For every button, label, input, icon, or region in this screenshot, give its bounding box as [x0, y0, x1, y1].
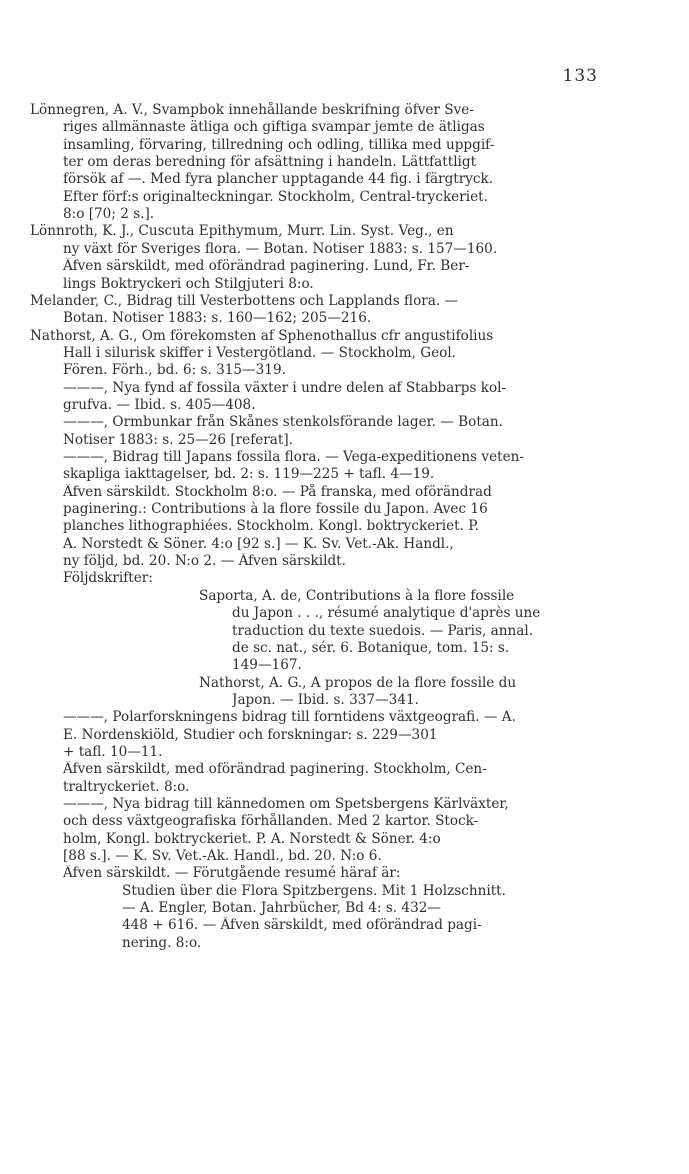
text-line: Äfven särskildt, med oförändrad paginering. Stockholm, Cen-	[63, 761, 487, 778]
text-line: [88 s.]. — K. Sv. Vet.-Ak. Handl., bd. 20. N:o 6.	[63, 848, 382, 865]
text-line: E. Nordenskiöld, Studier och forskningar: s. 229—301	[63, 726, 438, 743]
text-line: ———, Nya bidrag till kännedomen om Spetsbergens Kärlväxter,	[63, 796, 509, 812]
text-line: Nathorst, A. G., Om förekomsten af Sphenothallus cfr angustifolius	[30, 327, 494, 344]
text-line: och dess växtgeografiska förhållanden. Med 2 kartor. Stock-	[63, 813, 479, 830]
text-line: de sc. nat., sér. 6. Botanique, tom. 15: s.	[232, 639, 510, 656]
text-line: ———, Polarforskningens bidrag till forntidens växtgeografi. — A.	[63, 709, 516, 726]
text-line: Studien über die Flora Spitzbergens. Mit 1 Holzschnitt.	[122, 882, 506, 899]
text-line: Notiser 1883: s. 25—26 [referat].	[63, 431, 293, 448]
text-line: ny följd, bd. 20. N:o 2. — Äfven särskildt.	[63, 553, 346, 570]
text-line: nering. 8:o.	[122, 934, 202, 951]
text-line: Hall i silurisk skiffer i Vestergötland. — Stockholm, Geol.	[63, 344, 456, 361]
text-line: Japon. — Ibid. s. 337—341.	[232, 691, 419, 708]
text-line: Nathorst, A. G., A propos de la flore fossile du	[199, 674, 517, 691]
text-line: insamling, förvaring, tillredning och odling, tillika med uppgif-	[63, 136, 495, 153]
text-line: du Japon . . ., résumé analytique d'après une	[232, 605, 541, 622]
text-line: ———, Ormbunkar från Skånes stenkolsförande lager. — Botan.	[63, 414, 503, 431]
text-line: Lönnegren, A. V., Svampbok innehållande beskrifning öfver Sve-	[30, 102, 474, 118]
text-line: Följdskrifter:	[63, 570, 153, 587]
text-line: ———, Nya fynd af fossila växter i undre delen af Stabbarps kol-	[63, 379, 507, 396]
text-line: A. Norstedt & Söner. 4:o [92 s.] — K. Sv. Vet.-Ak. Handl.,	[63, 535, 454, 552]
text-line: skapliga iakttagelser, bd. 2: s. 119—225 + tafl. 4—19.	[63, 466, 435, 483]
page-number: 133	[562, 66, 598, 86]
text-line: traltryckeriet. 8:o.	[63, 778, 190, 795]
text-line: planches lithographiées. Stockholm. Kongl. boktryckeriet. P.	[63, 518, 479, 535]
text-line: Fören. Förh., bd. 6: s. 315—319.	[63, 362, 286, 379]
text-line: Äfven särskildt. Stockholm 8:o. — På franska, med oförändrad	[63, 483, 492, 500]
text-line: Lönnroth, K. J., Cuscuta Epithymum, Murr. Lin. Syst. Veg., en	[30, 223, 454, 240]
text-line: + tafl. 10—11.	[63, 743, 163, 760]
text-line: ny växt för Sveriges flora. — Botan. Notiser 1883: s. 157—160.	[63, 240, 498, 257]
text-line: riges allmännaste ätliga och giftiga svampar jemte de ätligas	[63, 119, 485, 136]
text-line: ter om deras beredning för afsättning i handeln. Lättfattligt	[63, 154, 477, 171]
text-line: 149—167.	[232, 657, 302, 674]
text-line: 8:o [70; 2 s.].	[63, 206, 155, 223]
text-line: försök af —. Med fyra plancher upptagande 44 fig. i färgtryck.	[63, 171, 494, 188]
text-line: Saporta, A. de, Contributions à la flore fossile	[199, 587, 515, 604]
text-line: traduction du texte suedois. — Paris, annal.	[232, 622, 534, 639]
text-line: — A. Engler, Botan. Jahrbücher, Bd 4: s. 432—	[122, 900, 441, 917]
text-line: grufva. — Ibid. s. 405—408.	[63, 396, 256, 413]
text-line: paginering.: Contributions à la flore fossile du Japon. Avec 16	[63, 501, 488, 518]
text-line: 448 + 616. — Äfven särskildt, med oförändrad pagi-	[122, 917, 482, 934]
text-line: Melander, C., Bidrag till Vesterbottens och Lapplands flora. —	[30, 292, 459, 309]
text-line: Äfven särskildt, med oförändrad paginering. Lund, Fr. Ber-	[63, 258, 470, 275]
text-line: Efter förf:s originalteckningar. Stockholm, Central-tryckeriet.	[63, 188, 488, 205]
text-line: lings Boktryckeri och Stilgjuteri 8:o.	[63, 275, 314, 292]
text-line: Äfven särskildt. — Förutgående resumé häraf är:	[63, 865, 401, 882]
text-line: holm, Kongl. boktryckeriet. P. A. Norstedt & Söner. 4:o	[63, 830, 441, 847]
text-line: Botan. Notiser 1883: s. 160—162; 205—216.	[63, 310, 372, 327]
text-line: ———, Bidrag till Japans fossila flora. — Vega-expeditionens veten-	[63, 449, 524, 465]
